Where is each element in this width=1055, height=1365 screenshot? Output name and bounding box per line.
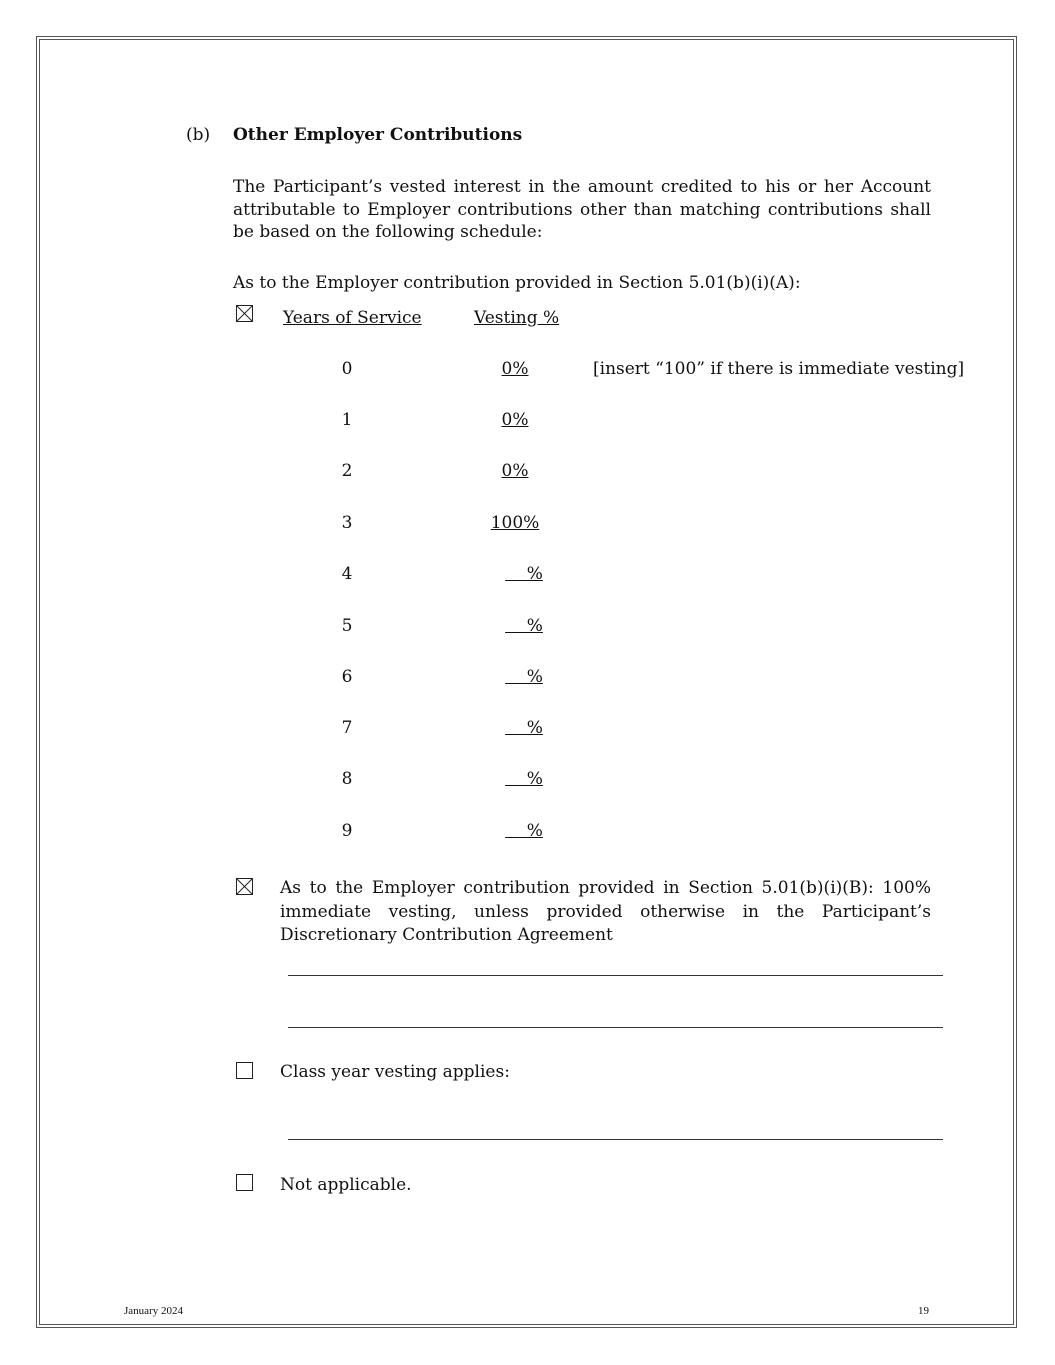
schedule-intro: As to the Employer contribution provided in Section 5.01(b)(i)(A): bbox=[233, 273, 801, 293]
row-year: 6 bbox=[341, 667, 353, 687]
row-year: 3 bbox=[341, 513, 353, 533]
row-vesting-pct[interactable]: % bbox=[505, 564, 543, 584]
class-year-option-text: Class year vesting applies: bbox=[280, 1062, 510, 1082]
fill-in-line[interactable] bbox=[288, 1027, 943, 1028]
row-year: 2 bbox=[341, 461, 353, 481]
row-year: 7 bbox=[341, 718, 353, 738]
row-year: 4 bbox=[341, 564, 353, 584]
fill-in-line[interactable] bbox=[288, 975, 943, 976]
immediate-vesting-note: [insert “100” if there is immediate vesting] bbox=[593, 359, 965, 379]
row-year: 9 bbox=[341, 821, 353, 841]
col-years-of-service: Years of Service bbox=[283, 308, 422, 328]
row-vesting-pct[interactable]: % bbox=[505, 718, 543, 738]
not-applicable-checkbox[interactable] bbox=[236, 1174, 253, 1191]
page-number: 19 bbox=[918, 1305, 929, 1317]
row-year: 8 bbox=[341, 769, 353, 789]
schedule-checkbox[interactable] bbox=[236, 305, 253, 322]
section-b-checkbox[interactable] bbox=[236, 878, 253, 895]
row-year: 1 bbox=[341, 410, 353, 430]
row-vesting-pct[interactable]: % bbox=[505, 769, 543, 789]
section-label: (b) bbox=[186, 125, 211, 145]
not-applicable-option-text: Not applicable. bbox=[280, 1175, 412, 1195]
row-vesting-pct[interactable]: 0% bbox=[501, 461, 529, 481]
footer-date: January 2024 bbox=[124, 1305, 183, 1317]
row-year: 5 bbox=[341, 616, 353, 636]
fill-in-line[interactable] bbox=[288, 1139, 943, 1140]
row-vesting-pct[interactable]: % bbox=[505, 821, 543, 841]
row-vesting-pct[interactable]: 0% bbox=[501, 359, 529, 379]
col-vesting-percent: Vesting % bbox=[474, 308, 560, 328]
row-vesting-pct[interactable]: 0% bbox=[501, 410, 529, 430]
row-vesting-pct[interactable]: 100% bbox=[490, 513, 540, 533]
row-year: 0 bbox=[341, 359, 353, 379]
section-heading: Other Employer Contributions bbox=[233, 125, 523, 145]
class-year-checkbox[interactable] bbox=[236, 1062, 253, 1079]
row-vesting-pct[interactable]: % bbox=[505, 616, 543, 636]
section-paragraph: The Participant’s vested interest in the amount credited to his or her Account attributable to Employer contributions other than matching contributions shall be based on the following schedule: bbox=[233, 177, 931, 242]
section-b-option-text: As to the Employer contribution provided in Section 5.01(b)(i)(B): 100% immediate vesting, unless provided otherwise in the Participant’s Discretionary Contribution Agreement bbox=[280, 878, 931, 945]
row-vesting-pct[interactable]: % bbox=[505, 667, 543, 687]
